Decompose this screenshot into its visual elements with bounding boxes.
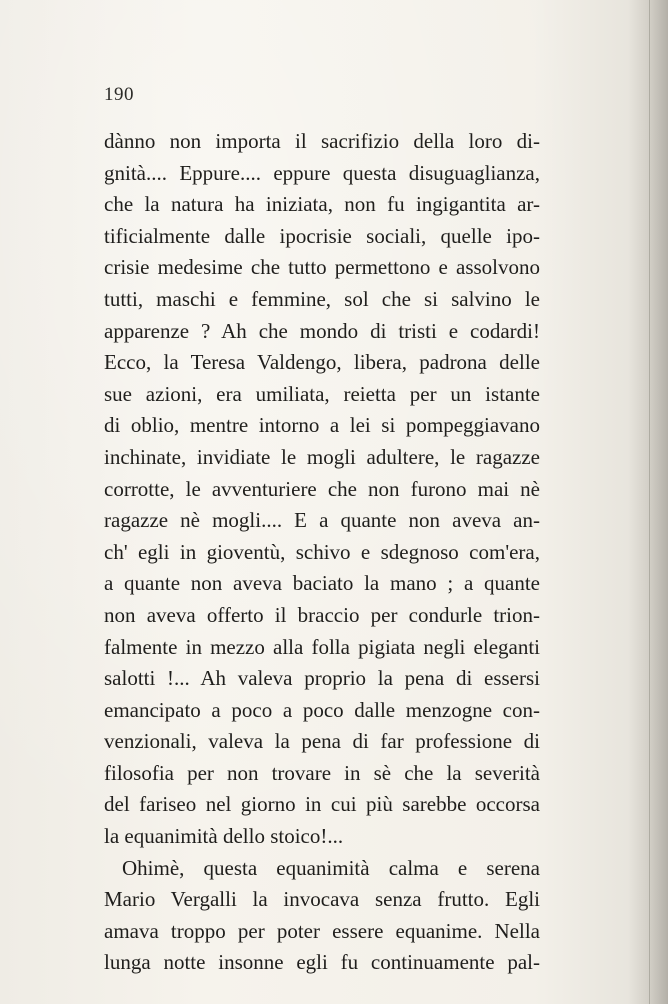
text-line: venzionali, valeva la pena di far professione di	[104, 729, 540, 754]
text-line: corrotte, le avventuriere che non furono mai nè	[104, 476, 540, 501]
text-line: lunga notte insonne egli fu continuamente pal-	[104, 950, 540, 975]
text-line: che la natura ha iniziata, non fu ingigantita ar-	[104, 192, 540, 217]
text-line: tificialmente dalle ipocrisie sociali, quelle ipo-	[104, 223, 540, 248]
text-line: salotti !... Ah valeva proprio la pena di essersi	[104, 666, 540, 691]
paragraph-end-line: la equanimità dello stoico!...	[104, 824, 344, 849]
binding-line	[649, 0, 650, 1004]
text-line: Ecco, la Teresa Valdengo, libera, padrona delle	[104, 350, 540, 375]
text-line: del fariseo nel giorno in cui più sarebbe occorsa	[104, 792, 540, 817]
text-line: inchinate, invidiate le mogli adultere, le ragazze	[104, 444, 540, 469]
text-line: crisie medesime che tutto permettono e assolvono	[104, 255, 540, 280]
text-line: dànno non importa il sacrifizio della loro di-	[104, 129, 540, 153]
paragraph-start-line: Ohimè, questa equanimità calma e serena	[122, 855, 540, 880]
text-line: filosofia per non trovare in sè che la severità	[104, 760, 540, 785]
text-line: falmente in mezzo alla folla pigiata negli eleganti	[104, 634, 540, 659]
text-line: non aveva offerto il braccio per condurle trion-	[104, 602, 540, 627]
binding-shadow	[628, 0, 668, 1004]
text-line: ch' egli in gioventù, schivo e sdegnoso com'era,	[104, 539, 540, 564]
page-number: 190	[104, 84, 134, 105]
text-line: sue azioni, era umiliata, reietta per un istante	[104, 381, 540, 406]
text-line: gnità.... Eppure.... eppure questa disuguaglianza,	[104, 160, 540, 185]
text-line: amava troppo per poter essere equanime. Nella	[104, 918, 540, 943]
text-line: apparenze ? Ah che mondo di tristi e codardi!	[104, 318, 540, 343]
body-text	[104, 126, 540, 979]
text-line: ragazze nè mogli.... E a quante non aveva an-	[104, 508, 540, 533]
text-line: di oblio, mentre intorno a lei si pompeggiavano	[104, 413, 540, 438]
text-line: emancipato a poco a poco dalle menzogne con-	[104, 697, 540, 722]
text-line: tutti, maschi e femmine, sol che si salvino le	[104, 286, 540, 311]
text-line: Mario Vergalli la invocava senza frutto. Egli	[104, 887, 540, 912]
text-line: a quante non aveva baciato la mano ; a quante	[104, 571, 540, 596]
